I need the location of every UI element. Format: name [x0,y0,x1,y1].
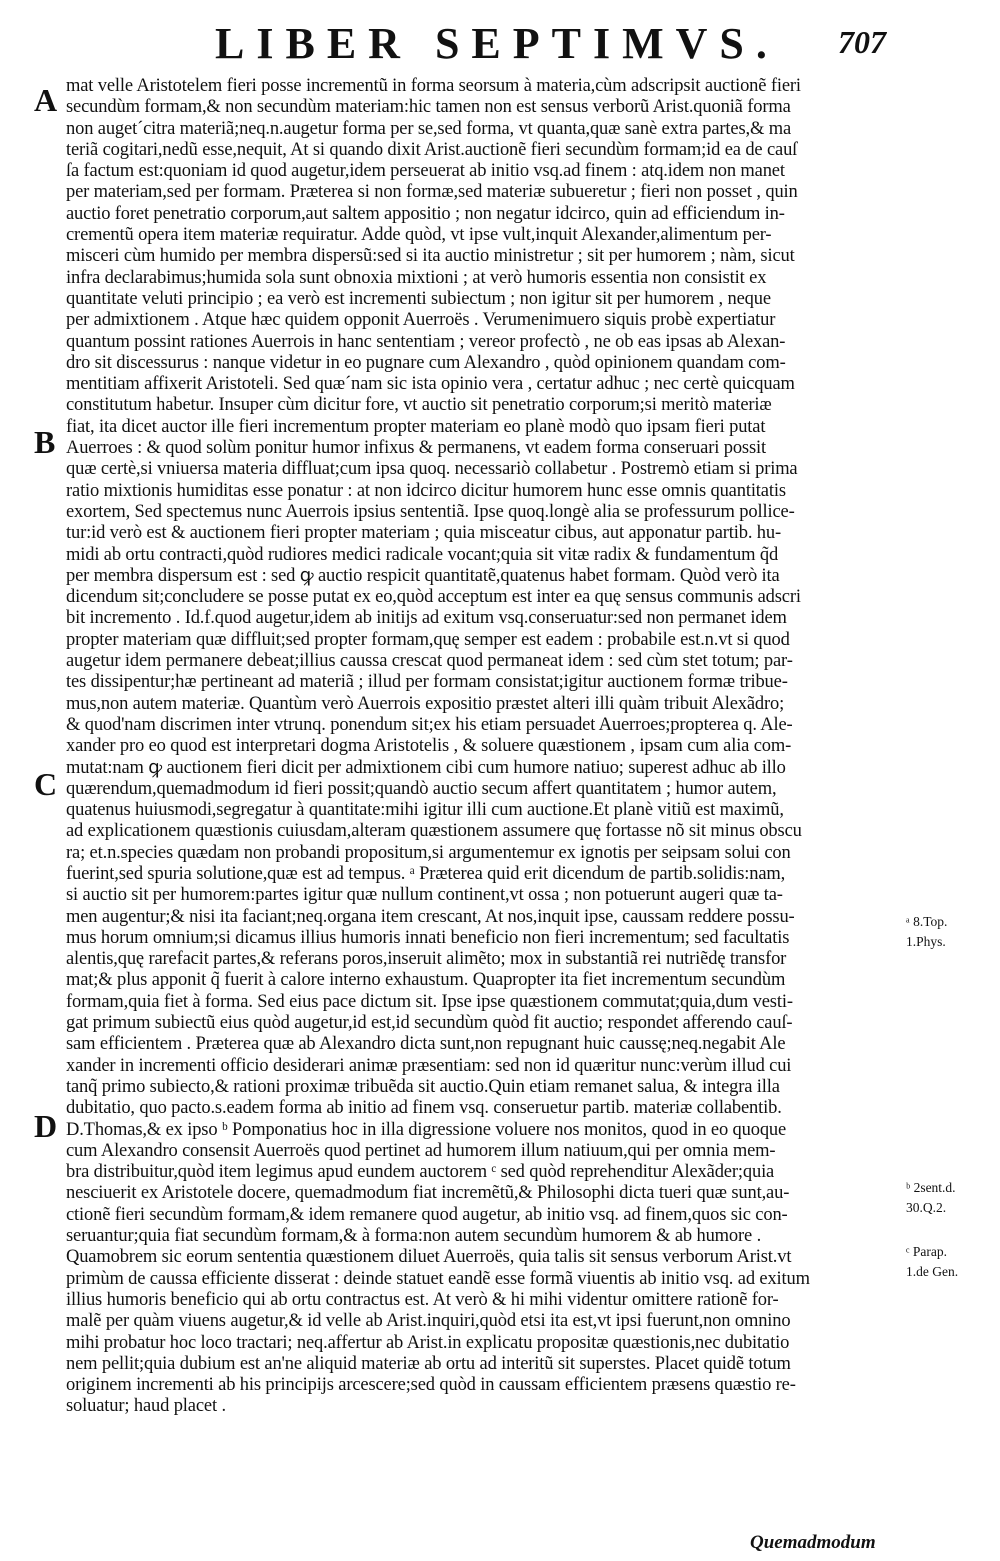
text-line: propter materiam quæ diffluit;sed propter formam,quę semper est eadem : probabile est.n.vt si quod [66,629,790,650]
note-ref: 2sent.d. [913,1180,956,1195]
text-line: illius humoris beneficio qui ab ortu contractus est. At verò & hi mihi videntur omittere rationẽ for- [66,1289,779,1310]
margin-note [906,1242,958,1282]
note-mark: ᶜ [906,1244,910,1259]
text-line: alentis,quę rarefacit partes,& referans poros,inseruit alimẽto; mox in substantiã rei nutriẽdę transfor [66,949,787,970]
text-line: bit incremento . Id.f.quod augetur,idem ab initijs ad exitum vsq.conseruatur:sed non permanet idem [66,608,787,629]
text-line: sam efficientem . Præterea quæ ab Alexandro dicta sunt,non repugnant huic caussę;neq.negabit Ale [66,1034,786,1055]
text-line: constitutum habetur. Insuper cùm dicitur fore, vt auctio sit penetratio corporum;si meritò materiæ [66,395,772,416]
text-line: tanq̃ primo subiecto,& rationi proximæ tribuẽda sit auctio.Quin etiam remanet salua, & integra illa [66,1076,780,1097]
text-line: non augetˊcitra materiã;neq.n.augetur forma per se,sed forma, vt quanta,quæ sanè extra partes,& ma [66,118,792,139]
text-line: tur:id verò est & auctionem fieri propter materiam ; quia misceatur cibus, aut apponatur partib. hu- [66,523,782,544]
note-ref: Parap. [912,1244,947,1259]
text-line: quantum possint rationes Auerrois in hanc sententiam ; vereor profectò , ne ob eas ipsas ab Alexan- [66,331,786,352]
text-line: D.Thomas,& ex ipso ᵇ Pomponatius hoc in illa digressione voluere nos monitos, quod in eo quoque [66,1119,787,1140]
text-line: crementũ opera item materiæ requiratur. Adde quòd, vt ipse vult,inquit Alexander,alimentum per- [66,225,772,246]
text-line: dro sit discessurus : nanque videtur in eo pugnare cum Alexandro , quòd opinionem quandam com- [66,352,786,373]
text-line: cum Alexandro consensit Auerroës quod pertinet ad humorem illum natiuum,qui per omnia mem- [66,1140,776,1161]
text-line: men augentur;& nisi ita faciant;neq.organa item crescant, At nos,inquit ipse, caussam reddere possu- [66,906,795,927]
text-line: teriã cogitari,nedũ esse,nequit, At si quando dixit Arist.auctionẽ fieri secundùm formam;id ea de cauſ [66,139,798,160]
note-ref: 1.Phys. [906,934,946,949]
text-line: bra distribuitur,quòd item legimus apud eundem auctorem ᶜ sed quòd reprehenditur Alexãder;quia [66,1162,775,1183]
note-mark: ᵃ [906,914,910,929]
text-line: mus,non autem materiæ. Quantùm verò Auerrois expositio præstet alteri illi quàm tribuit Alexãdro; [66,693,785,714]
catchword: Quemadmodum [750,1532,876,1553]
text-line: per admixtionem . Atque hæc quidem opponit Auerroës . Verumenimuero siquis probè expertiatur [66,310,776,331]
section-letter-c: C [34,766,58,802]
body-text [66,76,896,1418]
text-line: mutat:nam ꝙ auctionem fieri dicit per admixtionem cibi cum humore natiuo; superest adhuc ab illo [66,757,786,778]
text-line: seruantur;quia fiat secundùm formam,& à forma:non autem secundùm humorem & ab humore . [66,1226,762,1247]
text-line: midi ab ortu contracti,quòd rudiores medici radicale vocant;quia sit vitæ radix & fundamentum q̃d [66,544,779,565]
text-line: secundùm formam,& non secundùm materiam:hic tamen non est sensus verborũ Arist.quoniã forma [66,97,791,118]
text-line: primùm de caussa efficiente disserat : deinde statuet eandẽ esse formã viuentis ab initio vsq. ad exitum [66,1268,810,1289]
text-line: auctio foret penetratio corporum,aut saltem appositio ; non negatur idcirco, quin ad efficiendum in- [66,203,785,224]
section-letter-d: D [34,1108,58,1144]
page-header [0,18,1000,68]
text-line: Quamobrem sic eorum sententia quæstionem diluet Auerroës, quia talis sit sensus verborum Arist.vt [66,1247,792,1268]
text-line: quæ certè,si vniuersa materia diffluat;cum ipsa quoq. necessariò collabetur . Postremò etiam si prima [66,459,798,480]
note-ref: 8.Top. [913,914,948,929]
text-line: mentitiam affixerit Aristoteli. Sed quæˊnam sic ista opinio vera , certatur adhuc ; nec certè quicquam [66,374,795,395]
text-line: fiat, ita dicet auctor ille fieri incrementum propter materiam eo planè modò quo ipsam fieri putat [66,416,766,437]
text-line: fuerint,sed spuria solutione,quæ est ad tempus. ᵃ Præterea quid erit dicendum de partib.solidis:nam, [66,863,786,884]
text-line: dicendum sit;concludere se posse putat ex eo,quòd acceptum est inter ea quę sensus communis adscri [66,587,801,608]
text-line: tes dissipentur;hæ pertineant ad materiã ; illud per formam consistat;igitur auctionem formæ tribue- [66,672,788,693]
text-line: quærendum,quemadmodum id fieri possit;quandò auctio secum affert quantitatem ; humor autem, [66,778,777,799]
note-ref: 1.de Gen. [906,1264,959,1279]
text-line: quantitate veluti principio ; ea verò est incrementi subiectum ; non igitur sit per humorem , neque [66,288,771,309]
text-line: mus horum omnium;si dicamus illius humoris innati beneficio non fieri incrementum; sed facultatis [66,927,790,948]
text-line: quatenus huiusmodi,segregatur à quantitate:mihi igitur illi cum auctione.Et planè vitiũ est maximũ, [66,800,784,821]
text-line: ſa factum est:quoniam id quod augetur,idem perseuerat ab initio vsq.ad finem : atq.idem non manet [66,161,785,182]
text-line: misceri cùm humido per membra dispersũ:sed si ita auctio ministretur ; sit per humorem ; nàm, sicut [66,246,795,267]
text-line: formam,quia fiet à forma. Sed eius pace dictum sit. Ipse ipse quæstionem commutat;quia,dum vesti- [66,991,793,1012]
text-line: gat primum subiectũ eius quòd augetur,id est,id secundùm quòd fit auctio; respondet afferendo cauſ- [66,1013,793,1034]
margin-note [906,912,947,952]
section-letter-a: A [34,82,58,118]
text-line: infra declarabimus;humida sola sunt obnoxia mixtioni ; at verò humoris essentia non consistit ex [66,267,767,288]
note-mark: ᵇ [906,1180,911,1195]
page-number: 707 [838,24,886,60]
text-line: si auctio sit per humorem:partes igitur quæ nullum continent,vt ossa ; non potuerunt augeri quæ ta- [66,885,783,906]
text-line: augetur idem permanere debeat;illius caussa crescat quod permaneat idem : sed cùm stet totum; par- [66,651,793,672]
text-line: ad explicationem quæstionis cuiusdam,alteram quæstionem assumere quę fortasse nõ sit minus obscu [66,821,802,842]
text-line: xander in incrementi officio desiderari animæ præsentiam: sed non id quæritur nunc:verùm illud cui [66,1055,792,1076]
text-line: & quod'nam discrimen inter vtrunq. ponendum sit;ex his etiam persuadet Auerroes;propterea q. Ale- [66,714,793,735]
section-letter-b: B [34,424,56,460]
text-line: malẽ per quàm viuens augetur,& id velle ab Arist.inquiri,quòd etsi ita est,vt ipsi fuerunt,non omnino [66,1311,791,1332]
text-line: exortem, Sed spectemus nunc Auerrois ipsius sententiã. Ipse quoq.longè alia se professurum pollice- [66,501,795,522]
margin-note [906,1178,956,1218]
text-line: per membra dispersum est : sed ꝙ auctio respicit quantitatẽ,quatenus habet formam. Quòd verò ita [66,565,780,586]
text-line: mat;& plus apponit q̃ fuerit à calore interno exhaustum. Quapropter ita fiet incrementum secundùm [66,970,786,991]
text-line: ratio mixtionis humiditas esse ponatur : at non idcirco dicitur humorem hunc esse omnis quantitatis [66,480,786,501]
text-line: soluatur; haud placet . [66,1396,226,1417]
note-ref: 30.Q.2. [906,1200,947,1215]
text-line: xander pro eo quod est interpretari dogma Aristotelis , & soluere quæstionem , ipsam cum alia com- [66,736,792,757]
text-line: dubitatio, quo pacto.s.eadem forma ab initio ad finem vsq. conseruetur partib. materiæ collabentib. [66,1098,782,1119]
running-head: LIBER SEPTIMVS. [215,19,779,68]
text-line: originem incrementi ab his principijs arcescere;sed quòd in caussam efficientem præsens quæstio re- [66,1375,796,1396]
text-line: mat velle Aristotelem fieri posse incrementũ in forma seorsum à materia,cùm adscripsit auctionẽ fieri [66,76,801,96]
text-line: ra; et.n.species quædam non probandi propositum,si argumentemur ex ignotis per seipsam solui con [66,842,791,863]
text-line: per materiam,sed per formam. Præterea si non formæ,sed materiæ subueretur ; fieri non posset , quin [66,182,798,203]
text-line: nem pellit;quia dubium est an'ne aliquid materiæ ab ortu ad interitũ sit superstes. Placet quidẽ totum [66,1353,791,1374]
text-line: nesciuerit ex Aristotele docere, quemadmodum fiat incremẽtũ,& Philosophi dicta tueri quæ sunt,au- [66,1183,790,1204]
text-line: Auerroes : & quod solùm ponitur humor infixus & permanens, vt eadem forma conseruari possit [66,438,767,459]
text-line: ctionẽ fieri secundùm formam,& idem remanere quod augetur, ab initio vsq. ad finem,quos sic con- [66,1204,788,1225]
text-line: mihi probatur hoc loco tractari; neq.affertur ab Arist.in explicatu propositæ quæstionis,nec dubitatio [66,1332,790,1353]
